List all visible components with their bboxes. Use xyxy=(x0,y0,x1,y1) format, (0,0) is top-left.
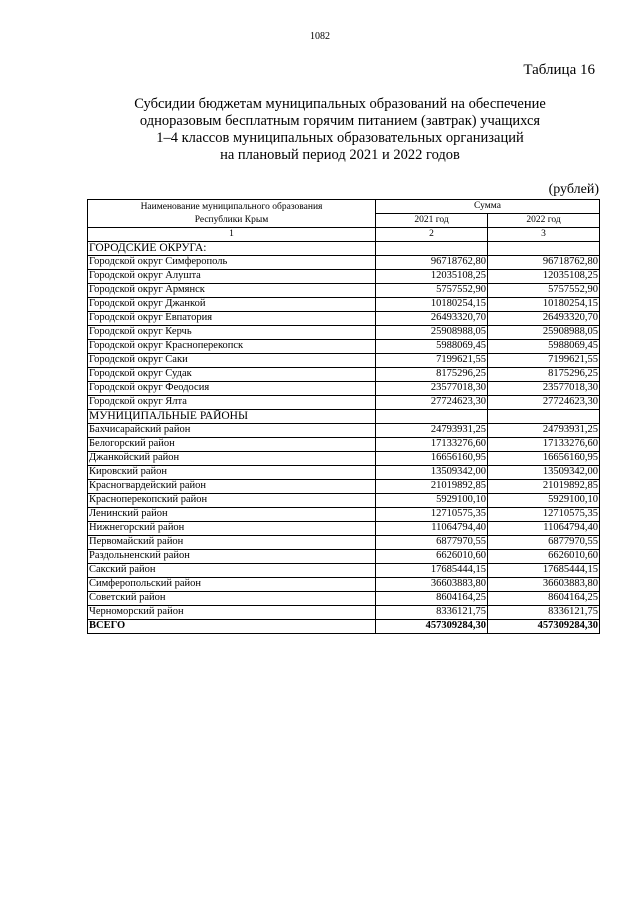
amount-2022: 12710575,35 xyxy=(488,508,600,522)
municipality-name: Городской округ Красноперекопск xyxy=(88,340,376,354)
title-line: на плановый период 2021 и 2022 годов xyxy=(220,147,460,163)
title-line: одноразовым бесплатным горячим питанием (завтрак) учащихся xyxy=(139,113,541,129)
table-row xyxy=(88,606,600,620)
municipality-name: Кировский район xyxy=(88,466,376,480)
amount-2021: 16656160,95 xyxy=(376,452,488,466)
title-line: 1–4 классов муниципальных образовательных организаций xyxy=(156,130,524,146)
amount-2022: 27724623,30 xyxy=(488,396,600,410)
amount-2022: 13509342,00 xyxy=(488,466,600,480)
municipality-name: Городской округ Керчь xyxy=(88,326,376,340)
table-row xyxy=(88,354,600,368)
title-line: Субсидии бюджетам муниципальных образований на обеспечение xyxy=(134,96,546,112)
table-row xyxy=(88,522,600,536)
amount-2022: 11064794,40 xyxy=(488,522,600,536)
municipality-name: Черноморский район xyxy=(88,606,376,620)
amount-2022: 21019892,85 xyxy=(488,480,600,494)
municipality-name: Городской округ Судак xyxy=(88,368,376,382)
amount-2021: 96718762,80 xyxy=(376,256,488,270)
amount-2022: 16656160,95 xyxy=(488,452,600,466)
table-row xyxy=(88,270,600,284)
empty-cell xyxy=(376,410,488,424)
amount-2022: 17685444,15 xyxy=(488,564,600,578)
municipality-name: Городской округ Феодосия xyxy=(88,382,376,396)
amount-2022: 8604164,25 xyxy=(488,592,600,606)
amount-2022: 8336121,75 xyxy=(488,606,600,620)
table-row xyxy=(88,298,600,312)
amount-2022: 7199621,55 xyxy=(488,354,600,368)
header-index-2: 2 xyxy=(376,228,488,242)
section-row xyxy=(88,242,600,256)
table-row xyxy=(88,592,600,606)
empty-cell xyxy=(488,410,600,424)
amount-2021: 5988069,45 xyxy=(376,340,488,354)
amount-2022: 23577018,30 xyxy=(488,382,600,396)
amount-2021: 25908988,05 xyxy=(376,326,488,340)
municipality-name: Городской округ Саки xyxy=(88,354,376,368)
table-row xyxy=(88,340,600,354)
municipality-name: Белогорский район xyxy=(88,438,376,452)
table-row xyxy=(88,550,600,564)
subsidy-table xyxy=(87,199,600,634)
header-index-1: 1 xyxy=(88,228,376,242)
amount-2021: 6877970,55 xyxy=(376,536,488,550)
amount-2022: 17133276,60 xyxy=(488,438,600,452)
table-row xyxy=(88,466,600,480)
empty-cell xyxy=(488,242,600,256)
amount-2022: 5988069,45 xyxy=(488,340,600,354)
amount-2021: 17133276,60 xyxy=(376,438,488,452)
table-row xyxy=(88,424,600,438)
municipality-name: Джанкойский район xyxy=(88,452,376,466)
total-row xyxy=(88,620,600,634)
table-row xyxy=(88,284,600,298)
amount-2021: 8604164,25 xyxy=(376,592,488,606)
table-row xyxy=(88,326,600,340)
municipality-name: Городской округ Алушта xyxy=(88,270,376,284)
amount-2021: 23577018,30 xyxy=(376,382,488,396)
amount-2021: 7199621,55 xyxy=(376,354,488,368)
table-row xyxy=(88,438,600,452)
amount-2021: 13509342,00 xyxy=(376,466,488,480)
municipality-name: Советский район xyxy=(88,592,376,606)
municipality-name: Красногвардейский район xyxy=(88,480,376,494)
amount-2022: 12035108,25 xyxy=(488,270,600,284)
section-title: ГОРОДСКИЕ ОКРУГА: xyxy=(88,242,376,256)
municipality-name: Первомайский район xyxy=(88,536,376,550)
amount-2022: 96718762,80 xyxy=(488,256,600,270)
units-label: (рублей) xyxy=(548,182,599,197)
table-row xyxy=(88,508,600,522)
municipality-name: Городской округ Джанкой xyxy=(88,298,376,312)
municipality-name: Городской округ Евпатория xyxy=(88,312,376,326)
table-row xyxy=(88,564,600,578)
table-row xyxy=(88,396,600,410)
municipality-name: Нижнегорский район xyxy=(88,522,376,536)
table-row xyxy=(88,312,600,326)
amount-2021: 11064794,40 xyxy=(376,522,488,536)
header-name-line1: Наименование муниципального образования xyxy=(140,202,323,212)
amount-2021: 36603883,80 xyxy=(376,578,488,592)
header-sum: Сумма xyxy=(376,200,600,214)
municipality-name: Симферопольский район xyxy=(88,578,376,592)
amount-2022: 5929100,10 xyxy=(488,494,600,508)
municipality-name: Городской округ Армянск xyxy=(88,284,376,298)
table-row xyxy=(88,480,600,494)
amount-2021: 24793931,25 xyxy=(376,424,488,438)
amount-2021: 6626010,60 xyxy=(376,550,488,564)
amount-2021: 10180254,15 xyxy=(376,298,488,312)
total-label: ВСЕГО xyxy=(88,620,376,634)
amount-2021: 8175296,25 xyxy=(376,368,488,382)
table-row xyxy=(88,494,600,508)
amount-2022: 25908988,05 xyxy=(488,326,600,340)
amount-2022: 36603883,80 xyxy=(488,578,600,592)
table-row xyxy=(88,452,600,466)
amount-2021: 21019892,85 xyxy=(376,480,488,494)
amount-2022: 6877970,55 xyxy=(488,536,600,550)
municipality-name: Бахчисарайский район xyxy=(88,424,376,438)
header-year-2021: 2021 год xyxy=(376,214,488,228)
amount-2022: 5757552,90 xyxy=(488,284,600,298)
amount-2021: 12710575,35 xyxy=(376,508,488,522)
amount-2022: 8175296,25 xyxy=(488,368,600,382)
table-row xyxy=(88,536,600,550)
total-2021: 457309284,30 xyxy=(376,620,488,634)
amount-2021: 27724623,30 xyxy=(376,396,488,410)
header-name-line2: Республики Крым xyxy=(194,214,269,225)
amount-2022: 24793931,25 xyxy=(488,424,600,438)
table-row xyxy=(88,382,600,396)
municipality-name: Раздольненский район xyxy=(88,550,376,564)
amount-2022: 10180254,15 xyxy=(488,298,600,312)
empty-cell xyxy=(376,242,488,256)
amount-2021: 8336121,75 xyxy=(376,606,488,620)
municipality-name: Городской округ Ялта xyxy=(88,396,376,410)
header-name xyxy=(88,200,376,228)
table-row xyxy=(88,256,600,270)
amount-2021: 5757552,90 xyxy=(376,284,488,298)
header-year-2022: 2022 год xyxy=(488,214,600,228)
header-index-3: 3 xyxy=(488,228,600,242)
amount-2021: 12035108,25 xyxy=(376,270,488,284)
amount-2021: 26493320,70 xyxy=(376,312,488,326)
municipality-name: Сакский район xyxy=(88,564,376,578)
amount-2021: 5929100,10 xyxy=(376,494,488,508)
municipality-name: Ленинский район xyxy=(88,508,376,522)
section-title: МУНИЦИПАЛЬНЫЕ РАЙОНЫ xyxy=(88,410,376,424)
municipality-name: Красноперекопский район xyxy=(88,494,376,508)
table-body xyxy=(88,242,600,634)
amount-2022: 26493320,70 xyxy=(488,312,600,326)
table-label: Таблица 16 xyxy=(523,62,595,78)
amount-2021: 17685444,15 xyxy=(376,564,488,578)
total-2022: 457309284,30 xyxy=(488,620,600,634)
municipality-name: Городской округ Симферополь xyxy=(88,256,376,270)
table-row xyxy=(88,368,600,382)
amount-2022: 6626010,60 xyxy=(488,550,600,564)
page-number: 1082 xyxy=(310,31,330,42)
section-row xyxy=(88,410,600,424)
document-title xyxy=(60,96,620,164)
table-row xyxy=(88,578,600,592)
